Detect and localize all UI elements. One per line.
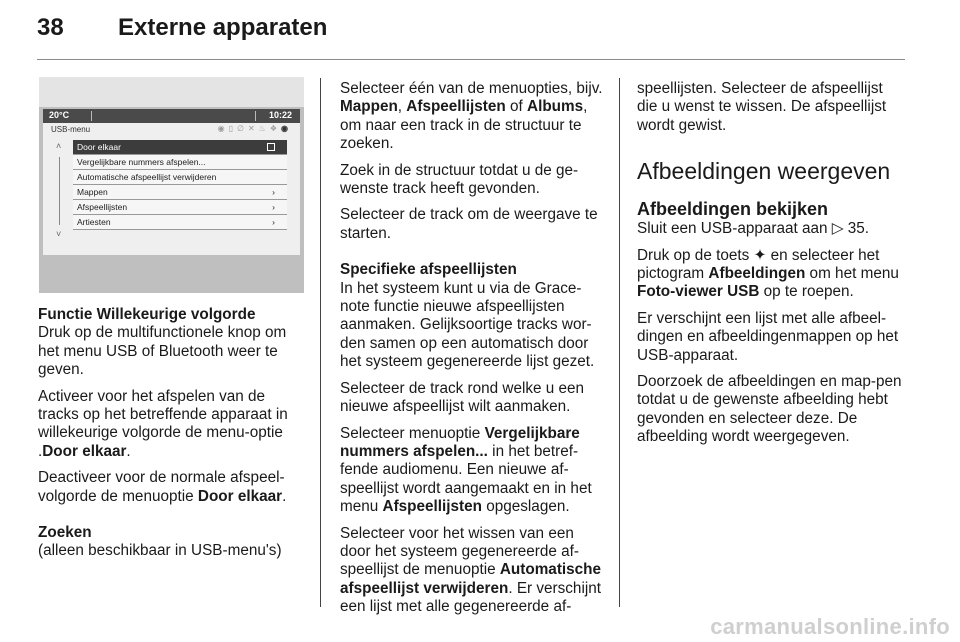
menu-option-text: Mappen xyxy=(340,98,398,116)
column-divider xyxy=(320,78,321,607)
text: . xyxy=(282,487,287,505)
paragraph xyxy=(637,247,907,302)
menu-option-text: Afspeellijsten xyxy=(406,98,506,116)
text: en selecteer het pictogram xyxy=(637,246,880,283)
text: Selecteer voor het wissen van een door het systeem gegenereerde af-speellijst de menuoptie xyxy=(340,524,579,579)
text: Selecteer menuoptie xyxy=(340,424,485,442)
menu-option-text: Albums xyxy=(527,98,584,116)
menu-item-mappen[interactable] xyxy=(73,185,287,200)
text: Selecteer één van de menuopties, bijv. xyxy=(340,80,603,97)
page-ref-arrow-icon: ▷ xyxy=(831,220,844,238)
text: of xyxy=(505,98,528,116)
scroll-indicator[interactable] xyxy=(53,141,67,245)
menu-option-text: Foto-viewer USB xyxy=(637,283,760,301)
menu-item-artiesten[interactable] xyxy=(73,215,287,230)
menu-item-label: Afspeellijsten xyxy=(77,202,128,212)
text: . Er verschijnt een lijst met alle gegenereerde af- xyxy=(340,579,601,616)
paragraph xyxy=(340,525,606,617)
page-number: 38 xyxy=(37,14,64,41)
chevron-right-icon: › xyxy=(272,217,275,227)
menu-item-label: Door elkaar xyxy=(77,142,121,152)
menu-item-vergelijkbare[interactable] xyxy=(73,155,287,170)
text: om het menu xyxy=(805,265,899,283)
heading-willekeurige: Functie Willekeurige volgorde xyxy=(38,306,256,323)
menu-item-label: Vergelijkbare nummers afspelen... xyxy=(77,157,206,167)
paragraph: Doorzoek de afbeeldingen en map-pen totdat u de gewenste afbeelding hebt gevonden en selecteer deze. De afbeelding wordt weergegeven. xyxy=(637,373,902,446)
watermark: carmanualsonline.info xyxy=(710,614,950,639)
paragraph: Druk op de multifunctionele knop om het menu USB of Bluetooth weer te geven. xyxy=(38,324,287,379)
menu-option-text: Vergelijkbare nummers afspelen... xyxy=(340,424,580,460)
checkbox-icon[interactable] xyxy=(267,143,275,151)
paragraph: Selecteer de track om de weergave te starten. xyxy=(340,206,598,242)
text: , xyxy=(397,98,407,116)
paragraph: Er verschijnt een lijst met alle afbeel-dingen en afbeeldingenmappen op het USB-apparaat. xyxy=(637,309,899,364)
page-title: Externe apparaten xyxy=(118,14,328,41)
heading-specifieke: Specifieke afspeellijsten xyxy=(340,261,517,279)
page-reference[interactable]: 35. xyxy=(847,220,870,238)
text: in het betref-fende audiomenu. Een nieuwe af-speellijst wordt aangemaakt en in het menu xyxy=(340,442,592,516)
text: Activeer voor het afspelen van de tracks op het betreffende apparaat in willekeurige volgorde de menu-optie . xyxy=(38,387,288,460)
scroll-up-icon[interactable]: ˄ xyxy=(56,141,62,151)
paragraph: speellijsten. Selecteer de afspeellijst die u wenst te wissen. De afspeellijst wordt gewist. xyxy=(637,80,887,134)
usb-menu-label: USB-menu xyxy=(51,125,91,134)
paragraph xyxy=(38,469,306,506)
status-bar xyxy=(43,109,300,123)
scroll-track xyxy=(59,157,60,225)
text: opgeslagen. xyxy=(481,498,570,516)
scroll-down-icon[interactable]: ˅ xyxy=(56,229,62,239)
status-icons: ◉▯∅✕♨❖◉ xyxy=(217,124,292,133)
page-header xyxy=(0,0,960,60)
text: . xyxy=(126,442,131,460)
text: , om naar een track in de structuur te zoeken. xyxy=(340,98,588,153)
paragraph xyxy=(340,80,606,154)
menu-option-text: Automatische afspeellijst verwijderen xyxy=(340,561,602,597)
paragraph xyxy=(38,388,306,462)
menu-option-text: Afbeeldingen xyxy=(708,265,806,283)
menu-option-text: Door elkaar xyxy=(42,442,127,460)
paragraph: Selecteer de track rond welke u een nieuwe afspeellijst wilt aanmaken. xyxy=(340,379,585,416)
header-rule xyxy=(37,59,905,60)
usb-menu-screen xyxy=(43,123,300,255)
paragraph: (alleen beschikbaar in USB-menu's) xyxy=(38,542,282,560)
text: Deactiveer voor de normale afspeel-volgorde de menuoptie xyxy=(38,469,285,505)
paragraph xyxy=(637,220,907,238)
menu-item-door-elkaar[interactable] xyxy=(73,140,287,155)
text: Sluit een USB-apparaat aan xyxy=(637,220,832,238)
paragraph: In het systeem kunt u via de Grace-note functie nieuwe afspeellijsten aanmaken. Gelijksoortige tracks wor-den samen op een automatisch door het systeem gegenereerde lijst gezet. xyxy=(340,279,595,371)
text: op te roepen. xyxy=(759,283,854,301)
chevron-right-icon: › xyxy=(272,202,275,212)
clock: 10:22 xyxy=(268,110,292,120)
menu-item-label: Artiesten xyxy=(77,217,111,227)
menu-option-text: Afspeellijsten xyxy=(382,498,482,516)
menu-item-automatische[interactable] xyxy=(73,170,287,185)
column-divider xyxy=(619,78,620,607)
status-separator xyxy=(91,111,92,121)
menu-item-label: Automatische afspeellijst verwijderen xyxy=(77,172,217,182)
chevron-right-icon: › xyxy=(272,187,275,197)
text: Druk op de toets xyxy=(637,246,754,264)
paragraph xyxy=(340,425,606,517)
menu-item-afspeellijsten[interactable] xyxy=(73,200,287,215)
heading-bekijken: Afbeeldingen bekijken xyxy=(637,199,829,220)
screenshot-figure xyxy=(39,77,304,289)
menu-option-text: Door elkaar xyxy=(197,487,283,505)
column-1 xyxy=(38,306,306,569)
heading-zoeken: Zoeken xyxy=(38,524,92,542)
paragraph: Zoek in de structuur totdat u de ge-wenste track heeft gevonden. xyxy=(340,161,579,198)
column-2 xyxy=(340,80,606,625)
home-button-icon: ✦ xyxy=(753,246,767,264)
column-3 xyxy=(637,80,907,455)
menu-list xyxy=(73,140,287,230)
temperature: 20°C xyxy=(49,110,70,120)
menu-item-label: Mappen xyxy=(77,187,108,197)
status-separator xyxy=(255,111,256,121)
section-title: Afbeeldingen weergeven xyxy=(637,158,891,185)
